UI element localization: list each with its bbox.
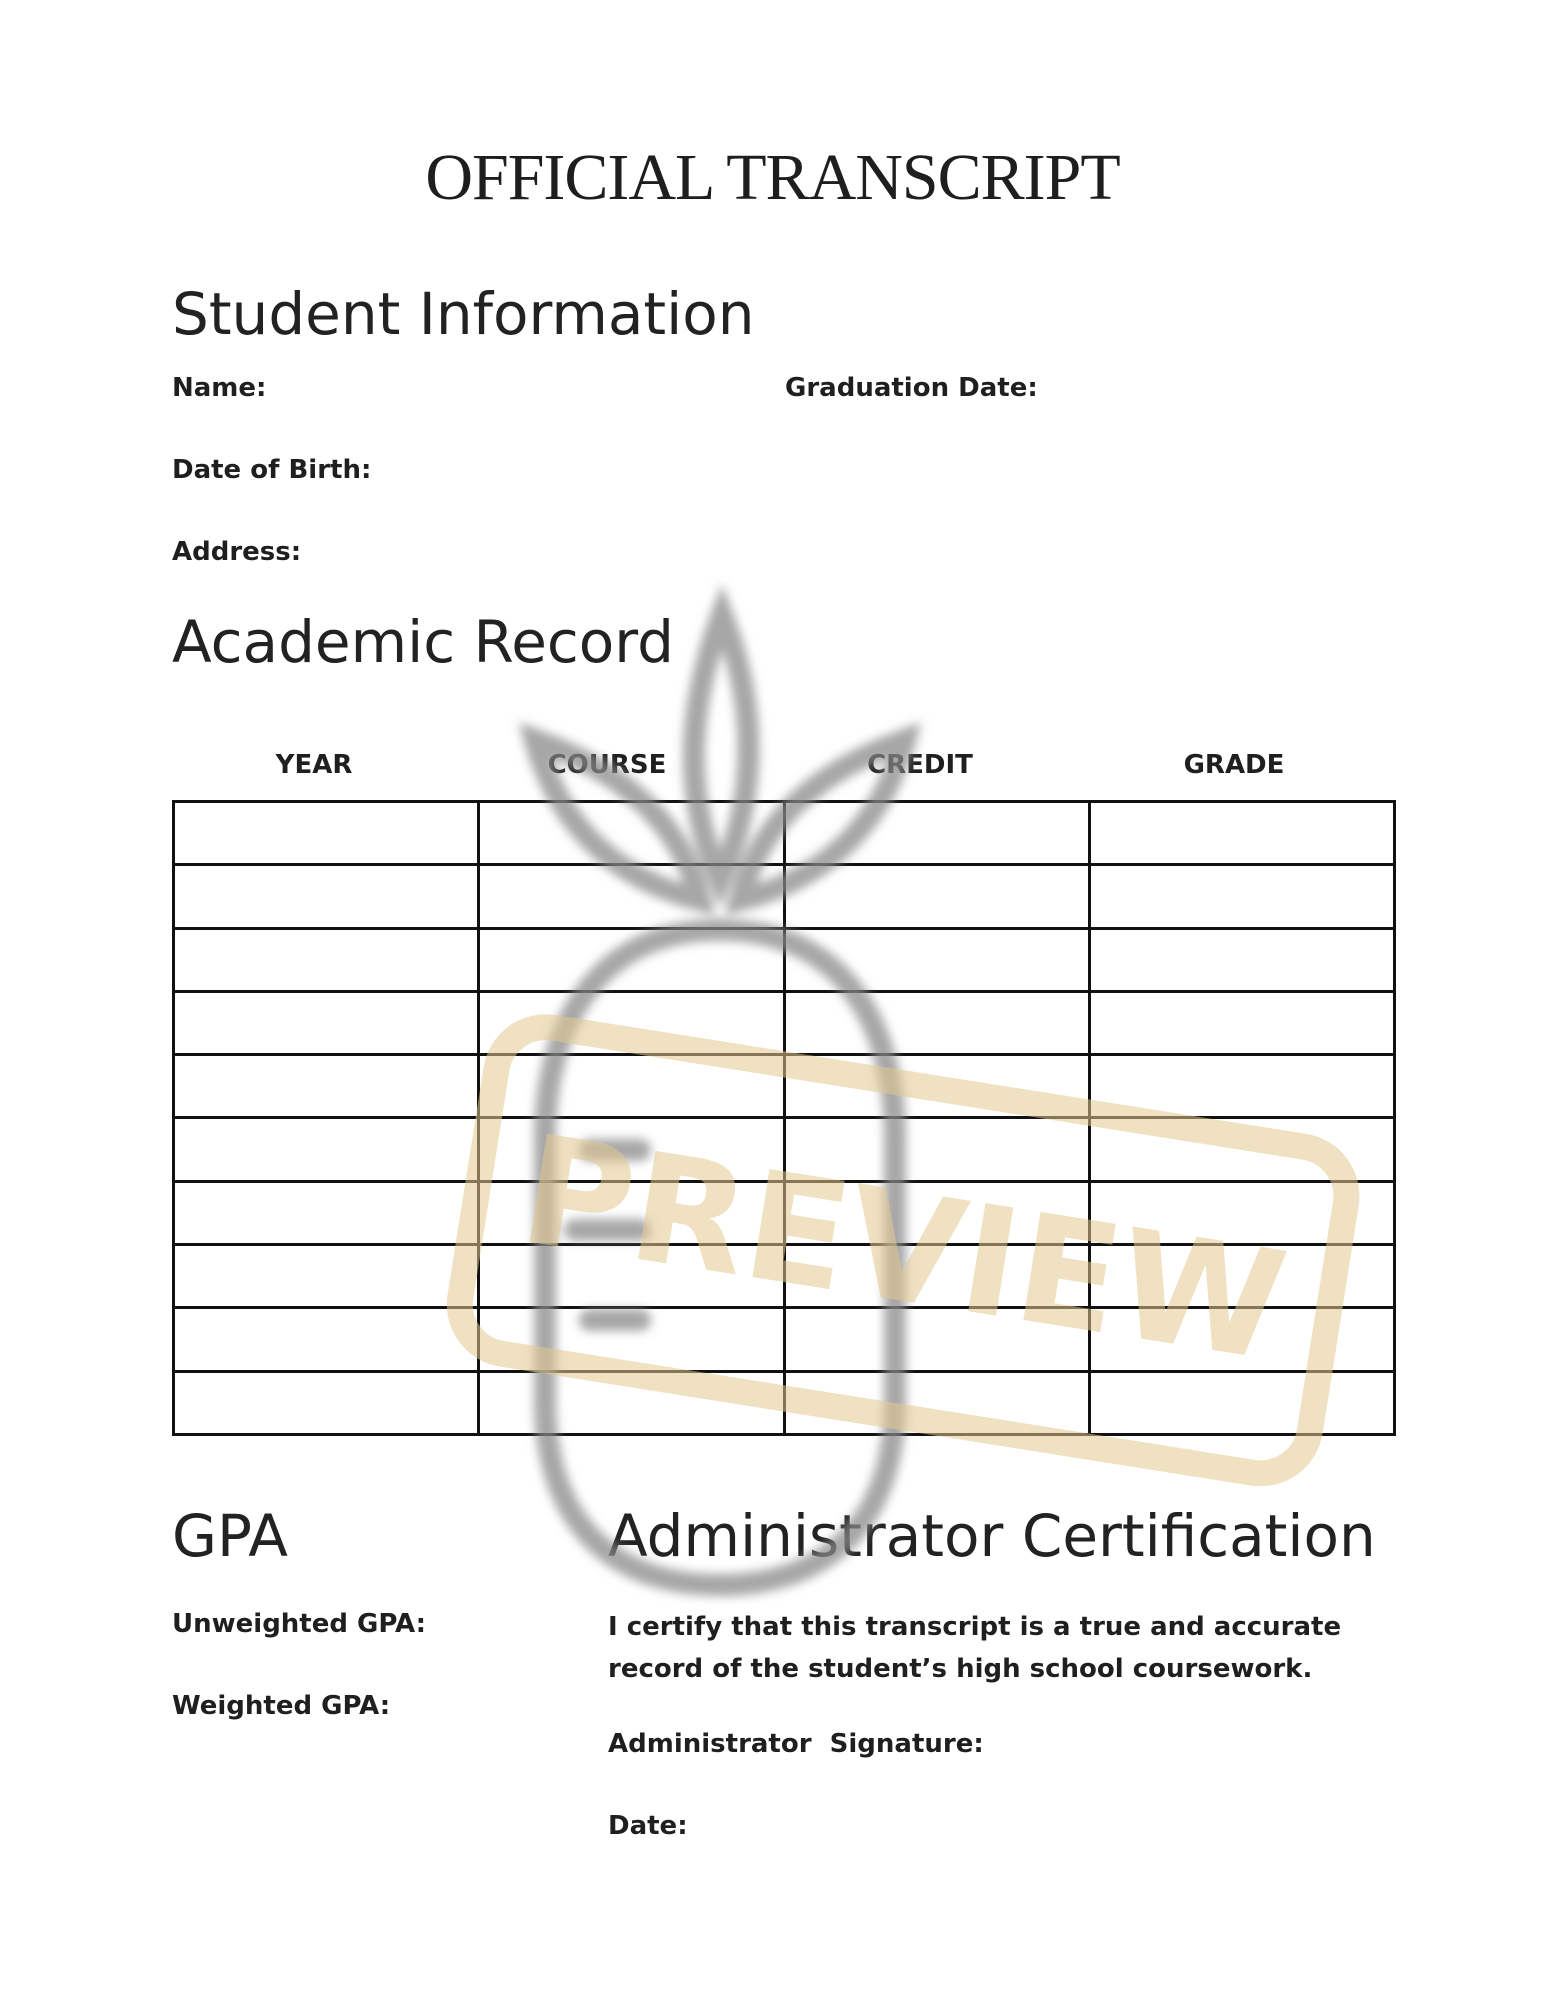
table-row: [174, 1308, 1395, 1371]
administrator-signature-label: Administrator Signature:: [608, 1729, 984, 1759]
graduation-date-label: Graduation Date:: [785, 373, 1038, 403]
table-cell-year[interactable]: [174, 1181, 479, 1244]
document-title: OFFICIAL TRANSCRIPT: [425, 141, 1120, 214]
table-cell-credit[interactable]: [784, 928, 1089, 991]
table-cell-credit[interactable]: [784, 1308, 1089, 1371]
gpa-heading: GPA: [172, 1502, 288, 1570]
preview-stamp-text: PREVIEW: [510, 1103, 1297, 1396]
table-cell-grade[interactable]: [1089, 991, 1394, 1054]
table-cell-year[interactable]: [174, 1308, 479, 1371]
table-cell-credit[interactable]: [784, 802, 1089, 865]
name-label: Name:: [172, 373, 267, 403]
table-row: [174, 1118, 1395, 1181]
table-cell-credit[interactable]: [784, 1118, 1089, 1181]
table-row: [174, 1371, 1395, 1434]
certification-statement: I certify that this transcript is a true and accurate record of the student’s high school coursework.: [608, 1612, 1342, 1684]
table-cell-credit[interactable]: [784, 991, 1089, 1054]
table-cell-grade[interactable]: [1089, 865, 1394, 928]
table-row: [174, 991, 1395, 1054]
table-cell-credit[interactable]: [784, 1371, 1089, 1434]
column-header-credit: CREDIT: [867, 750, 973, 780]
table-cell-grade[interactable]: [1089, 1055, 1394, 1118]
table-cell-year[interactable]: [174, 865, 479, 928]
date-label: Date:: [608, 1811, 688, 1841]
academic-record-table: [172, 800, 1396, 1436]
table-cell-grade[interactable]: [1089, 1308, 1394, 1371]
table-cell-credit[interactable]: [784, 1245, 1089, 1308]
table-cell-year[interactable]: [174, 928, 479, 991]
table-cell-grade[interactable]: [1089, 802, 1394, 865]
table-cell-grade[interactable]: [1089, 1371, 1394, 1434]
table-cell-course[interactable]: [479, 928, 784, 991]
table-row: [174, 865, 1395, 928]
table-cell-course[interactable]: [479, 802, 784, 865]
unweighted-gpa-label: Unweighted GPA:: [172, 1609, 427, 1639]
table-cell-course[interactable]: [479, 1245, 784, 1308]
table-cell-year[interactable]: [174, 1371, 479, 1434]
table-cell-credit[interactable]: [784, 865, 1089, 928]
table-cell-course[interactable]: [479, 1308, 784, 1371]
table-cell-year[interactable]: [174, 1245, 479, 1308]
table-cell-course[interactable]: [479, 1371, 784, 1434]
table-row: [174, 1055, 1395, 1118]
academic-record-heading: Academic Record: [172, 608, 674, 676]
table-cell-grade[interactable]: [1089, 1245, 1394, 1308]
table-cell-year[interactable]: [174, 802, 479, 865]
table-cell-credit[interactable]: [784, 1181, 1089, 1244]
table-row: [174, 1245, 1395, 1308]
table-cell-year[interactable]: [174, 991, 479, 1054]
table-cell-year[interactable]: [174, 1055, 479, 1118]
table-row: [174, 928, 1395, 991]
table-cell-grade[interactable]: [1089, 928, 1394, 991]
table-cell-course[interactable]: [479, 1181, 784, 1244]
table-cell-credit[interactable]: [784, 1055, 1089, 1118]
weighted-gpa-label: Weighted GPA:: [172, 1691, 391, 1721]
column-header-course: COURSE: [547, 750, 667, 780]
table-cell-course[interactable]: [479, 991, 784, 1054]
table-cell-year[interactable]: [174, 1118, 479, 1181]
column-header-grade: GRADE: [1183, 750, 1285, 780]
table-cell-course[interactable]: [479, 1118, 784, 1181]
table-cell-course[interactable]: [479, 865, 784, 928]
table-row: [174, 802, 1395, 865]
column-header-year: YEAR: [275, 750, 353, 780]
table-cell-grade[interactable]: [1089, 1118, 1394, 1181]
address-label: Address:: [172, 537, 302, 567]
student-info-heading: Student Information: [172, 280, 755, 348]
table-cell-course[interactable]: [479, 1055, 784, 1118]
date-of-birth-label: Date of Birth:: [172, 455, 372, 485]
table-row: [174, 1181, 1395, 1244]
table-cell-grade[interactable]: [1089, 1181, 1394, 1244]
administrator-certification-heading: Administrator Certification: [608, 1502, 1376, 1570]
